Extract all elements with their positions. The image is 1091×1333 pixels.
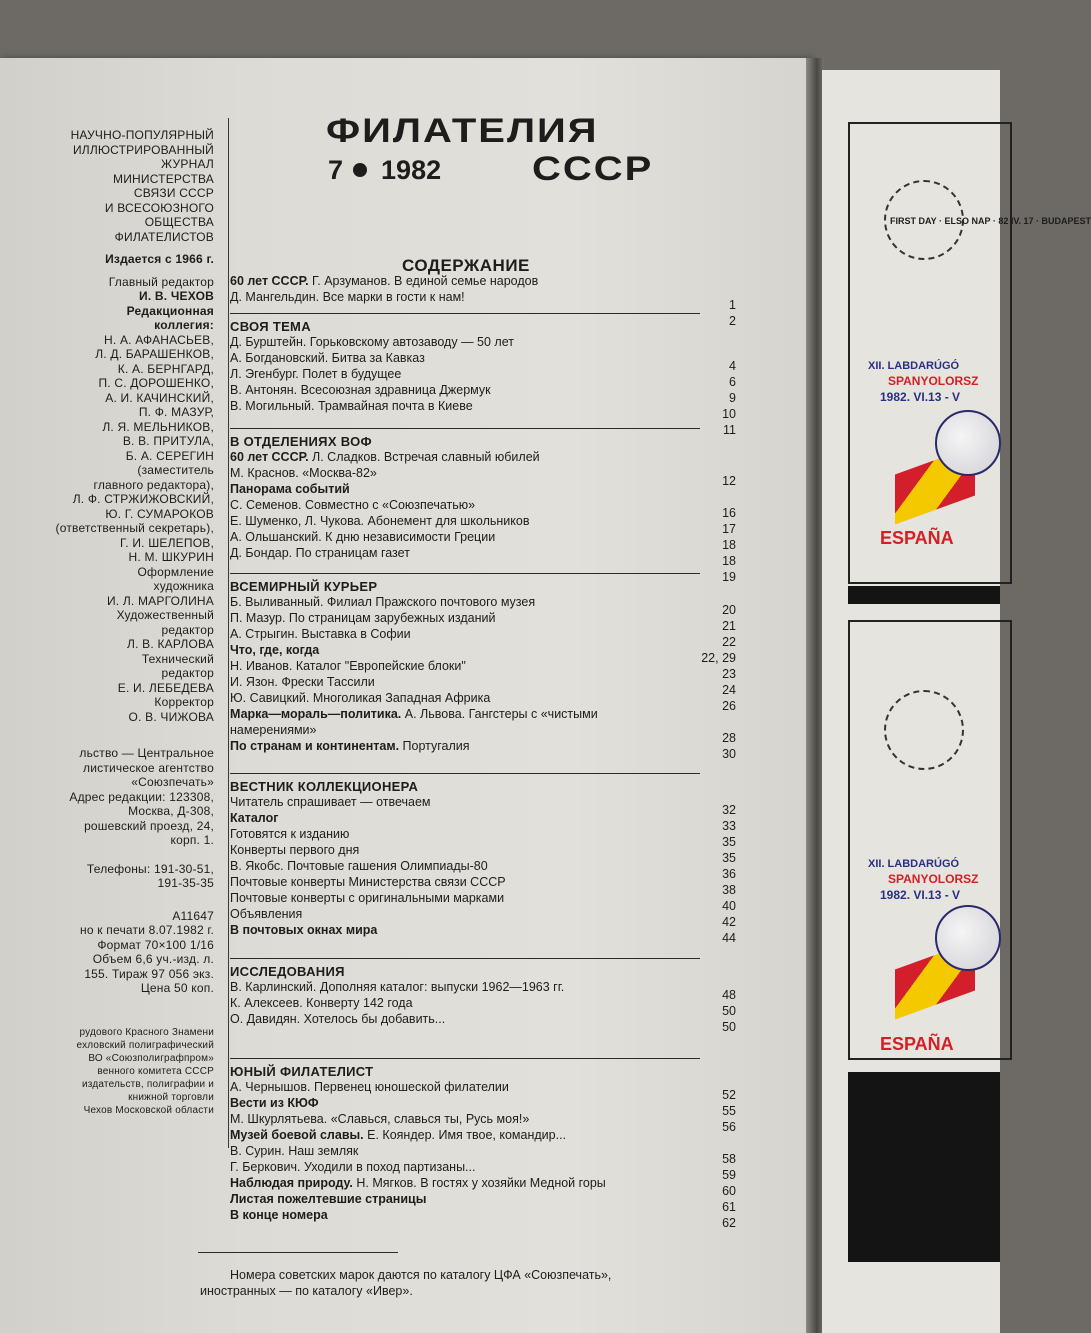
toc-entry-title: А. Стрыгин. Выставка в Софии (230, 627, 411, 641)
toc-entry (230, 351, 736, 373)
toc-entry-title: Вести из КЮФ (230, 1096, 319, 1110)
section-divider (230, 1058, 700, 1059)
board-member: Н. А. АФАНАСЬЕВ, (104, 332, 214, 347)
printer-line: венного комитета СССР (97, 1065, 214, 1077)
section-title: СВОЯ ТЕМА (230, 319, 311, 334)
address-line: рошевский проезд, 24, (84, 818, 214, 833)
toc-entry (230, 795, 736, 817)
toc-entry-title: 60 лет СССР. Л. Сладков. Встречая славный юбилей (230, 450, 540, 464)
masthead-description-line: ФИЛАТЕЛИСТОВ (114, 229, 214, 244)
toc-entry (230, 707, 736, 723)
toc-entry-page: 21 (722, 619, 736, 633)
board-member: В. В. ПРИТУЛА, (122, 434, 214, 448)
toc-entry-page: 62 (722, 1216, 736, 1230)
toc-entry-page: 33 (722, 819, 736, 833)
section-title: В ОТДЕЛЕНИЯХ ВОФ (230, 434, 372, 449)
toc-entry (230, 514, 736, 536)
toc-entry-title: Объявления (230, 907, 303, 921)
toc-entry-title: Д. Бурштейн. Горьковскому автозаводу — 50 лет (230, 335, 514, 349)
board-title: Редакционная (126, 303, 214, 318)
section-divider (230, 958, 700, 959)
toc-entry-title: Каталог (230, 811, 279, 825)
event-line-2b: SPANYOLORSZ (888, 872, 979, 886)
toc-entry-page: 58 (722, 1152, 736, 1166)
publisher-line: «Союзпечать» (131, 775, 214, 789)
toc-entry (230, 923, 736, 945)
editor-name: И. В. ЧЕХОВ (139, 289, 214, 303)
toc-entry (230, 498, 736, 520)
toc-entry (230, 859, 736, 881)
toc-entry-title: Почтовые конверты с оригинальными марками (230, 891, 505, 905)
toc-entry-page: 9 (729, 391, 736, 405)
toc-entry-page: 18 (722, 538, 736, 552)
footnote-line-1: Номера советских марок даются по каталогу ЦФА «Союзпечать», (230, 1268, 612, 1282)
toc-entry-title: П. Мазур. По страницам зарубежных изданий (230, 611, 496, 625)
toc-entry-title: Л. Эгенбург. Полет в будущее (230, 367, 402, 381)
espana-label: ESPAÑA (880, 528, 954, 548)
toc-entry-page: 2 (729, 314, 736, 328)
issue-line (328, 155, 441, 186)
toc-entry (230, 739, 736, 761)
toc-entry (230, 1112, 736, 1134)
board-member: художника (153, 579, 214, 593)
board-member: П. Ф. МАЗУР, (138, 405, 214, 419)
toc-entry-title: В. Якобс. Почтовые гашения Олимпиады-80 (230, 859, 488, 873)
postmark-icon (884, 690, 964, 770)
toc-entry-title: Что, где, когда (230, 643, 320, 657)
toc-entry (230, 691, 736, 713)
printer-line: книжной торговли (128, 1091, 214, 1103)
toc-entry-title: Панорама событий (230, 482, 350, 496)
toc-entry-title: Наблюдая природу. Н. Мягков. В гостях у хозяйки Медной горы (230, 1176, 606, 1190)
toc-entry-page: 1 (729, 298, 736, 312)
toc-entry (230, 980, 736, 1002)
toc-entry-page: 38 (722, 883, 736, 897)
toc-entry-title: намерениями» (230, 723, 317, 737)
print-info-line: 155. Тираж 97 056 экз. (84, 966, 214, 981)
event-line-2: SPANYOLORSZ (888, 374, 979, 388)
toc-entry (230, 875, 736, 897)
board-member: А. И. КАЧИНСКИЙ, (105, 390, 214, 405)
printer-line: ВО «Союзполиграфпром» (88, 1052, 214, 1064)
toc-entry-title: А. Богдановский. Битва за Кавказ (230, 351, 425, 365)
toc-entry-page: 30 (722, 747, 736, 761)
section-title: ЮНЫЙ ФИЛАТЕЛИСТ (230, 1064, 374, 1079)
toc-entry (230, 530, 736, 552)
toc-entry-title: Музей боевой славы. Е. Кояндер. Имя твое, командир... (230, 1128, 567, 1142)
toc-entry-title: К. Алексеев. Конверту 142 года (230, 996, 413, 1010)
section-divider (230, 428, 700, 429)
toc-entry (230, 891, 736, 913)
toc-entry (230, 383, 736, 405)
toc-entry (230, 811, 736, 833)
toc-entry-page: 50 (722, 1004, 736, 1018)
toc-entry (230, 482, 736, 498)
toc-entry-page: 6 (729, 375, 736, 389)
print-info-line: Цена 50 коп. (140, 981, 214, 995)
toc-entry (230, 659, 736, 681)
board-member: редактор (161, 666, 214, 680)
journal-title: ФИЛАТЕЛИЯ (326, 112, 599, 150)
editor-role: Главный редактор (108, 274, 214, 289)
toc-entry-page: 50 (722, 1020, 736, 1034)
board-member: И. Л. МАРГОЛИНА (106, 593, 214, 608)
toc-entry-title: О. Давидян. Хотелось бы добавить... (230, 1012, 446, 1026)
toc-entry (230, 1192, 736, 1214)
toc-entry-page: 35 (722, 835, 736, 849)
section-divider (230, 573, 700, 574)
board-title: коллегия: (154, 318, 214, 332)
toc-entry-title: Марка—мораль—политика. А. Львова. Гангстеры с «чистыми (230, 707, 598, 721)
toc-entry-title: Д. Бондар. По страницам газет (230, 546, 410, 560)
toc-entry-page: 22, 29 (701, 651, 736, 665)
black-panel (848, 1072, 1000, 1262)
toc-entry-page: 48 (722, 988, 736, 1002)
toc-entry-page: 17 (722, 522, 736, 536)
toc-entry-title: Г. Беркович. Уходили в поход партизаны... (230, 1160, 476, 1174)
address-line: Адрес редакции: 123308, (69, 789, 214, 804)
board-member: (заместитель (137, 463, 214, 477)
toc-entry (230, 1012, 736, 1034)
toc-entry-page: 22 (722, 635, 736, 649)
toc-entry (230, 1144, 736, 1166)
print-info-line: но к печати 8.07.1982 г. (80, 923, 214, 937)
phone-line: Телефоны: 191-30-51, (86, 861, 214, 876)
board-member: Л. Д. БАРАШЕНКОВ, (95, 347, 214, 361)
toc-entry (230, 290, 736, 312)
football-icon (935, 905, 1001, 971)
toc-entry (230, 1128, 736, 1144)
toc-entry-page: 11 (723, 423, 736, 437)
toc-entry-page: 61 (722, 1200, 736, 1214)
toc-entry-title: Листая пожелтевшие страницы (230, 1192, 427, 1206)
masthead-description-line: НАУЧНО-ПОПУЛЯРНЫЙ (70, 128, 214, 142)
section-divider (230, 313, 700, 314)
footnote-divider (198, 1252, 398, 1253)
board-member: редактор (161, 622, 214, 637)
toc-entry-title: Н. Иванов. Каталог "Европейские блоки" (230, 659, 466, 673)
board-member: Г. И. ШЕЛЕПОВ, (120, 535, 214, 550)
toc-entry (230, 466, 736, 488)
toc-entry-page: 36 (722, 867, 736, 881)
black-strip (848, 586, 1000, 604)
toc-entry-page: 10 (722, 407, 736, 421)
toc-entry-title: М. Шкурлятьева. «Славься, славься ты, Русь моя!» (230, 1112, 530, 1126)
board-member: Н. М. ШКУРИН (128, 550, 214, 564)
toc-entry-title: Готовятся к изданию (230, 827, 350, 841)
board-member: Художественный (116, 608, 214, 622)
toc-entry (230, 643, 736, 665)
journal-country: СССР (532, 150, 654, 188)
toc-entry-title: А. Чернышов. Первенец юношеской филателии (230, 1080, 509, 1094)
footnote-line-2: иностранных — по каталогу «Ивер». (200, 1284, 413, 1298)
toc-entry-title: С. Семенов. Совместно с «Союзпечатью» (230, 498, 476, 512)
issue-year: 1982 (381, 155, 442, 185)
board-member: Технический (141, 651, 214, 666)
toc-entry (230, 996, 736, 1018)
board-member: Корректор (154, 695, 214, 709)
event-line-1b: XII. LABDARÚGÓ (868, 858, 960, 870)
toc-entry-title: По странам и континентам. Португалия (230, 739, 470, 753)
toc-entry (230, 335, 736, 351)
toc-entry-title: Б. Выливанный. Филиал Пражского почтового музея (230, 595, 536, 609)
toc-entry-title: М. Краснов. «Москва-82» (230, 466, 377, 480)
toc-entry-page: 26 (722, 699, 736, 713)
address-line: корп. 1. (170, 833, 214, 847)
board-member: (ответственный секретарь), (55, 521, 214, 535)
section-title: ВСЕМИРНЫЙ КУРЬЕР (230, 579, 378, 594)
toc-entry (230, 907, 736, 929)
event-line-1: XII. LABDARÚGÓ (868, 360, 960, 372)
masthead-description-line: И ВСЕСОЮЗНОГО (104, 200, 214, 215)
toc-entry-page: 55 (722, 1104, 736, 1118)
toc-entry-title: В. Антонян. Всесоюзная здравница Джермук (230, 383, 491, 397)
printer-line: рудового Красного Знамени (79, 1026, 214, 1038)
publisher-line: льство — Центральное (79, 746, 214, 760)
toc-entry-page: 32 (722, 803, 736, 817)
bullet-icon (353, 163, 367, 177)
toc-entry-page: 42 (722, 915, 736, 929)
section-divider (230, 773, 700, 774)
print-info-line: А11647 (172, 908, 214, 923)
toc-entry-title: В. Могильный. Трамвайная почта в Киеве (230, 399, 473, 413)
toc-entry (230, 1096, 736, 1118)
issue-number: 7 (328, 155, 344, 185)
toc-entry (230, 1208, 736, 1230)
toc-entry-title: И. Язон. Фрески Тассили (230, 675, 375, 689)
address-line: Москва, Д-308, (128, 804, 214, 818)
toc-heading: СОДЕРЖАНИЕ (402, 256, 530, 275)
toc-entry (230, 595, 736, 617)
board-member: Л. Я. МЕЛЬНИКОВ, (102, 419, 214, 434)
toc-entry-page: 12 (722, 474, 736, 488)
toc-entry-title: Конверты первого дня (230, 843, 360, 857)
toc-entry-page: 16 (722, 506, 736, 520)
printer-line: издательств, полиграфии и (81, 1078, 214, 1090)
board-member: Л. В. КАРЛОВА (127, 637, 214, 651)
board-member: Е. И. ЛЕБЕДЕВА (117, 680, 214, 695)
toc-entry-page: 60 (722, 1184, 736, 1198)
toc-entry-title: А. Ольшанский. К дню независимости Греции (230, 530, 496, 544)
board-member: О. В. ЧИЖОВА (128, 709, 214, 724)
toc-entry-page: 4 (729, 359, 736, 373)
toc-entry-page: 19 (722, 570, 736, 584)
print-info-line: Формат 70×100 1/16 (97, 937, 214, 952)
published-since: Издается с 1966 г. (105, 252, 214, 266)
toc-entry (230, 1160, 736, 1182)
board-member: Л. Ф. СТРЖИЖОВСКИЙ, (72, 492, 214, 506)
toc-entry-title: В конце номера (230, 1208, 328, 1222)
toc-entry (230, 274, 736, 290)
toc-entry-title: Ю. Савицкий. Многоликая Западная Африка (230, 691, 491, 705)
masthead-divider (228, 118, 229, 1148)
board-member: главного редактора), (93, 477, 214, 492)
toc-entry-page: 52 (722, 1088, 736, 1102)
masthead-description-line: МИНИСТЕРСТВА (113, 171, 214, 186)
toc-entry-page: 44 (722, 931, 736, 945)
espana-label-b: ESPAÑA (880, 1034, 954, 1054)
masthead-description-line: СВЯЗИ СССР (133, 186, 214, 200)
toc-entry (230, 450, 736, 466)
board-member: Оформление (137, 564, 214, 579)
toc-entry-page: 23 (722, 667, 736, 681)
toc-entry (230, 827, 736, 849)
masthead-description-line: ЖУРНАЛ (161, 157, 214, 171)
toc-entry-title: В почтовых окнах мира (230, 923, 378, 937)
publisher-line: листическое агентство (83, 760, 214, 775)
toc-entry (230, 546, 736, 568)
toc-entry-title: В. Сурин. Наш земляк (230, 1144, 359, 1158)
board-member: П. С. ДОРОШЕНКО, (98, 376, 214, 390)
masthead-description-line: ОБЩЕСТВА (144, 215, 214, 229)
toc-entry (230, 399, 736, 421)
toc-entry-page: 56 (722, 1120, 736, 1134)
toc-entry-title: Читатель спрашивает — отвечаем (230, 795, 431, 809)
toc-entry-page: 18 (722, 554, 736, 568)
board-member: Ю. Г. СУМАРОКОВ (105, 506, 214, 521)
toc-entry (230, 627, 736, 649)
toc-entry (230, 723, 736, 745)
section-title: ВЕСТНИК КОЛЛЕКЦИОНЕРА (230, 779, 419, 794)
toc-entry (230, 1080, 736, 1102)
toc-entry-page: 59 (722, 1168, 736, 1182)
toc-entry (230, 367, 736, 389)
toc-entry-page: 40 (722, 899, 736, 913)
toc-entry-title: Почтовые конверты Министерства связи СССР (230, 875, 506, 889)
cancel-text: FIRST DAY · ELSO NAP · 82 IV. 17 · BUDAPEST (890, 216, 1091, 226)
toc-entry (230, 843, 736, 865)
toc-entry-page: 20 (722, 603, 736, 617)
board-member: К. А. БЕРНГАРД, (117, 361, 214, 376)
event-line-3: 1982. VI.13 - V (880, 390, 961, 404)
toc-entry (230, 611, 736, 633)
toc-entry-title: Д. Мангельдин. Все марки в гости к нам! (230, 290, 465, 304)
masthead-description-line: ИЛЛЮСТРИРОВАННЫЙ (72, 142, 214, 157)
toc-entry (230, 562, 736, 584)
toc-entry-page: 24 (722, 683, 736, 697)
section-title: ИССЛЕДОВАНИЯ (230, 964, 345, 979)
toc-entry-page: 28 (722, 731, 736, 745)
football-icon (935, 410, 1001, 476)
toc-entry (230, 675, 736, 697)
toc-entry-title: Е. Шуменко, Л. Чукова. Абонемент для школьников (230, 514, 530, 528)
printer-line: ехловский полиграфический (76, 1039, 214, 1051)
event-line-3b: 1982. VI.13 - V (880, 888, 961, 902)
toc-entry-page: 35 (722, 851, 736, 865)
toc-entry-title: В. Карлинский. Дополняя каталог: выпуски 1962—1963 гг. (230, 980, 565, 994)
toc-entry-title: 60 лет СССР. Г. Арзуманов. В единой семье народов (230, 274, 539, 288)
masthead-column (0, 128, 214, 1117)
print-info-line: Объем 6,6 уч.-изд. л. (92, 952, 214, 966)
toc-entry (230, 1176, 736, 1198)
board-member: Б. А. СЕРЕГИН (125, 448, 214, 463)
phone-line: 191-35-35 (157, 876, 214, 890)
printer-line: Чехов Московской области (83, 1104, 214, 1116)
